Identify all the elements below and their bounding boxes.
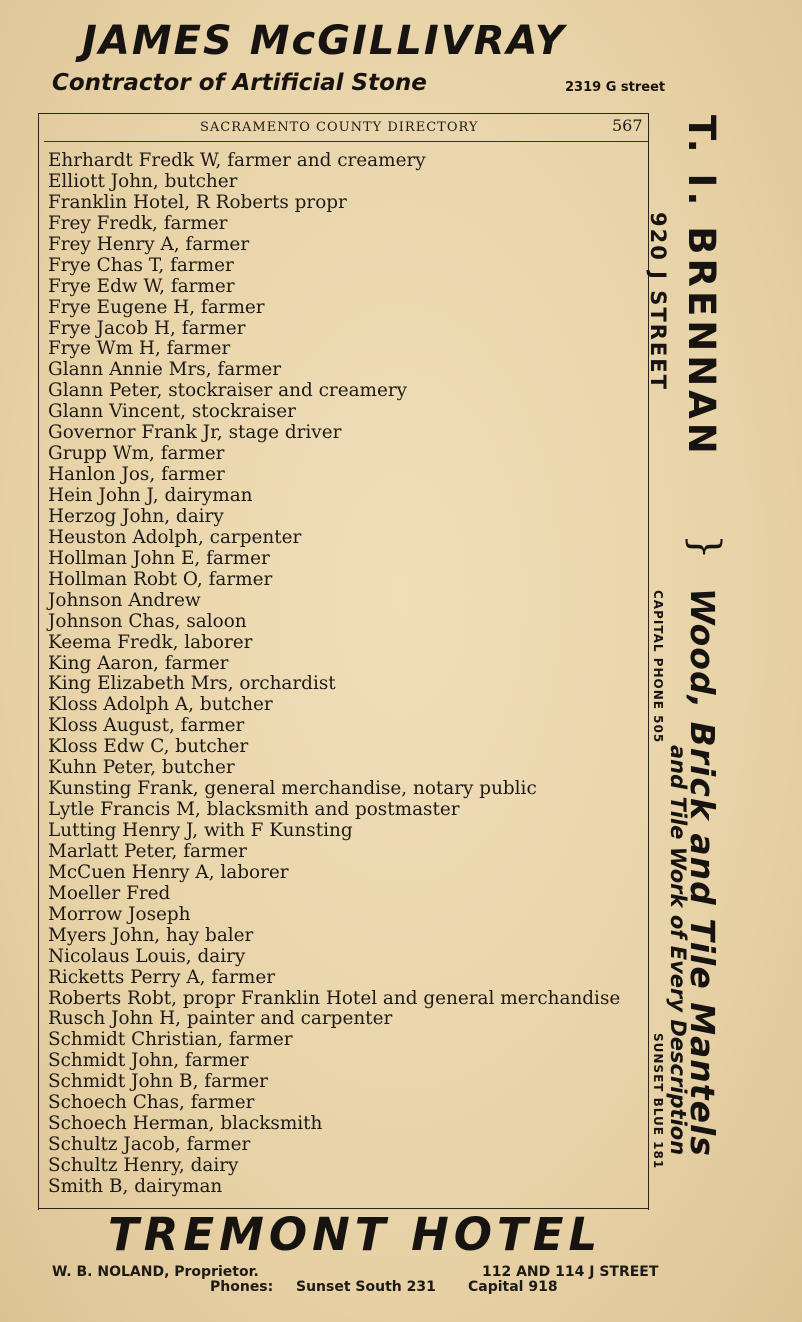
side-ad-brace: } bbox=[682, 534, 728, 560]
side-ad-description: and Tile Work of Every Description bbox=[666, 745, 690, 1156]
top-ad-tagline: Contractor of Artificial Stone bbox=[52, 70, 427, 96]
directory-entry: Schultz Jacob, farmer bbox=[48, 1134, 251, 1156]
directory-entry: Frye Edw W, farmer bbox=[48, 275, 235, 297]
directory-entry: Hollman John E, farmer bbox=[48, 547, 270, 569]
directory-entry: Grupp Wm, farmer bbox=[48, 443, 225, 465]
directory-entry: Lutting Henry J, with F Kunsting bbox=[48, 820, 353, 841]
directory-entry: Frye Wm H, farmer bbox=[48, 338, 231, 360]
bottom-ad-proprietor: W. B. NOLAND, Proprietor. bbox=[52, 1264, 259, 1280]
directory-entry: Frye Jacob H, farmer bbox=[48, 317, 246, 339]
header-rule bbox=[44, 141, 648, 142]
directory-entry: Kloss Edw C, butcher bbox=[48, 736, 249, 758]
directory-listing bbox=[48, 150, 620, 1197]
directory-entry: Glann Annie Mrs, farmer bbox=[48, 359, 282, 381]
frame-rule-left bbox=[38, 113, 39, 1210]
directory-entry: Ehrhardt Fredk W, farmer and creamery bbox=[48, 150, 426, 171]
directory-entry: Schultz Henry, dairy bbox=[48, 1155, 239, 1176]
directory-entry: Glann Peter, stockraiser and creamery bbox=[48, 380, 408, 402]
directory-entry: Myers John, hay baler bbox=[48, 924, 254, 946]
directory-entry: Hanlon Jos, farmer bbox=[48, 464, 225, 486]
directory-entry: Schmidt John, farmer bbox=[48, 1050, 249, 1072]
directory-entry: Lytle Francis M, blacksmith and postmaster bbox=[48, 799, 460, 821]
side-ad-service: Wood, Brick and Tile Mantels bbox=[683, 588, 722, 1157]
directory-entry: Johnson Chas, saloon bbox=[48, 610, 247, 632]
directory-entry: Moeller Fred bbox=[48, 882, 171, 904]
directory-entry: Elliott John, butcher bbox=[48, 170, 238, 192]
directory-entry: Schmidt John B, farmer bbox=[48, 1071, 268, 1093]
side-ad-name: T. I. BRENNAN bbox=[680, 115, 723, 458]
side-ad-address: 920 J STREET bbox=[646, 212, 670, 391]
directory-entry: Ricketts Perry A, farmer bbox=[48, 966, 276, 988]
bottom-ad-address: 112 AND 114 J STREET bbox=[482, 1264, 659, 1280]
bottom-ad-phones-label: Phones: bbox=[210, 1279, 274, 1295]
directory-entry: Frey Henry A, farmer bbox=[48, 233, 250, 255]
bottom-ad-phone-capital: Capital 918 bbox=[468, 1279, 558, 1295]
side-ad-phone-capital: CAPITAL PHONE 505 bbox=[651, 590, 665, 744]
directory-entry: Kloss August, farmer bbox=[48, 715, 245, 737]
directory-entry: Kuhn Peter, butcher bbox=[48, 757, 235, 779]
directory-entry: Schoech Chas, farmer bbox=[48, 1092, 255, 1114]
directory-entry: Governor Frank Jr, stage driver bbox=[48, 422, 342, 444]
bottom-ad-phone-sunset: Sunset South 231 bbox=[296, 1279, 436, 1295]
directory-entry: King Aaron, farmer bbox=[48, 652, 229, 674]
directory-entry: Franklin Hotel, R Roberts propr bbox=[48, 191, 347, 213]
side-ad-phone-sunset: SUNSET BLUE 181 bbox=[651, 1033, 665, 1170]
directory-entry: McCuen Henry A, laborer bbox=[48, 861, 289, 883]
directory-entry: Heuston Adolph, carpenter bbox=[48, 526, 302, 548]
directory-entry: Kloss Adolph A, butcher bbox=[48, 694, 273, 716]
directory-entry: Frye Eugene H, farmer bbox=[48, 296, 265, 318]
bottom-ad-name: TREMONT HOTEL bbox=[108, 1208, 603, 1261]
directory-entry: Frey Fredk, farmer bbox=[48, 212, 228, 234]
directory-entry: Schmidt Christian, farmer bbox=[48, 1029, 293, 1051]
directory-entry: King Elizabeth Mrs, orchardist bbox=[48, 673, 336, 695]
directory-entry: Schoech Herman, blacksmith bbox=[48, 1113, 323, 1135]
running-header: SACRAMENTO COUNTY DIRECTORY bbox=[200, 120, 479, 135]
bottom-ad-phones bbox=[210, 1279, 558, 1295]
directory-entry: Marlatt Peter, farmer bbox=[48, 840, 247, 862]
directory-entry: Glann Vincent, stockraiser bbox=[48, 401, 296, 423]
directory-entry: Kunsting Frank, general merchandise, notary public bbox=[48, 778, 537, 800]
directory-entry: Frye Chas T, farmer bbox=[48, 254, 234, 276]
directory-entry: Nicolaus Louis, dairy bbox=[48, 945, 246, 967]
directory-entry: Hein John J, dairyman bbox=[48, 485, 253, 506]
directory-entry: Smith B, dairyman bbox=[48, 1175, 223, 1197]
page-number: 567 bbox=[612, 116, 643, 135]
directory-entry: Johnson Andrew bbox=[48, 589, 201, 611]
top-ad-address: 2319 G street bbox=[565, 80, 666, 95]
directory-entry: Keema Fredk, laborer bbox=[48, 631, 253, 653]
frame-rule-top bbox=[38, 113, 648, 114]
directory-entry: Rusch John H, painter and carpenter bbox=[48, 1008, 393, 1030]
directory-entry: Roberts Robt, propr Franklin Hotel and general merchandise bbox=[48, 987, 621, 1009]
directory-entry: Morrow Joseph bbox=[48, 903, 191, 925]
directory-entry: Herzog John, dairy bbox=[48, 505, 224, 527]
directory-entry: Hollman Robt O, farmer bbox=[48, 568, 273, 590]
top-ad-name: JAMES McGILLIVRAY bbox=[82, 18, 566, 64]
